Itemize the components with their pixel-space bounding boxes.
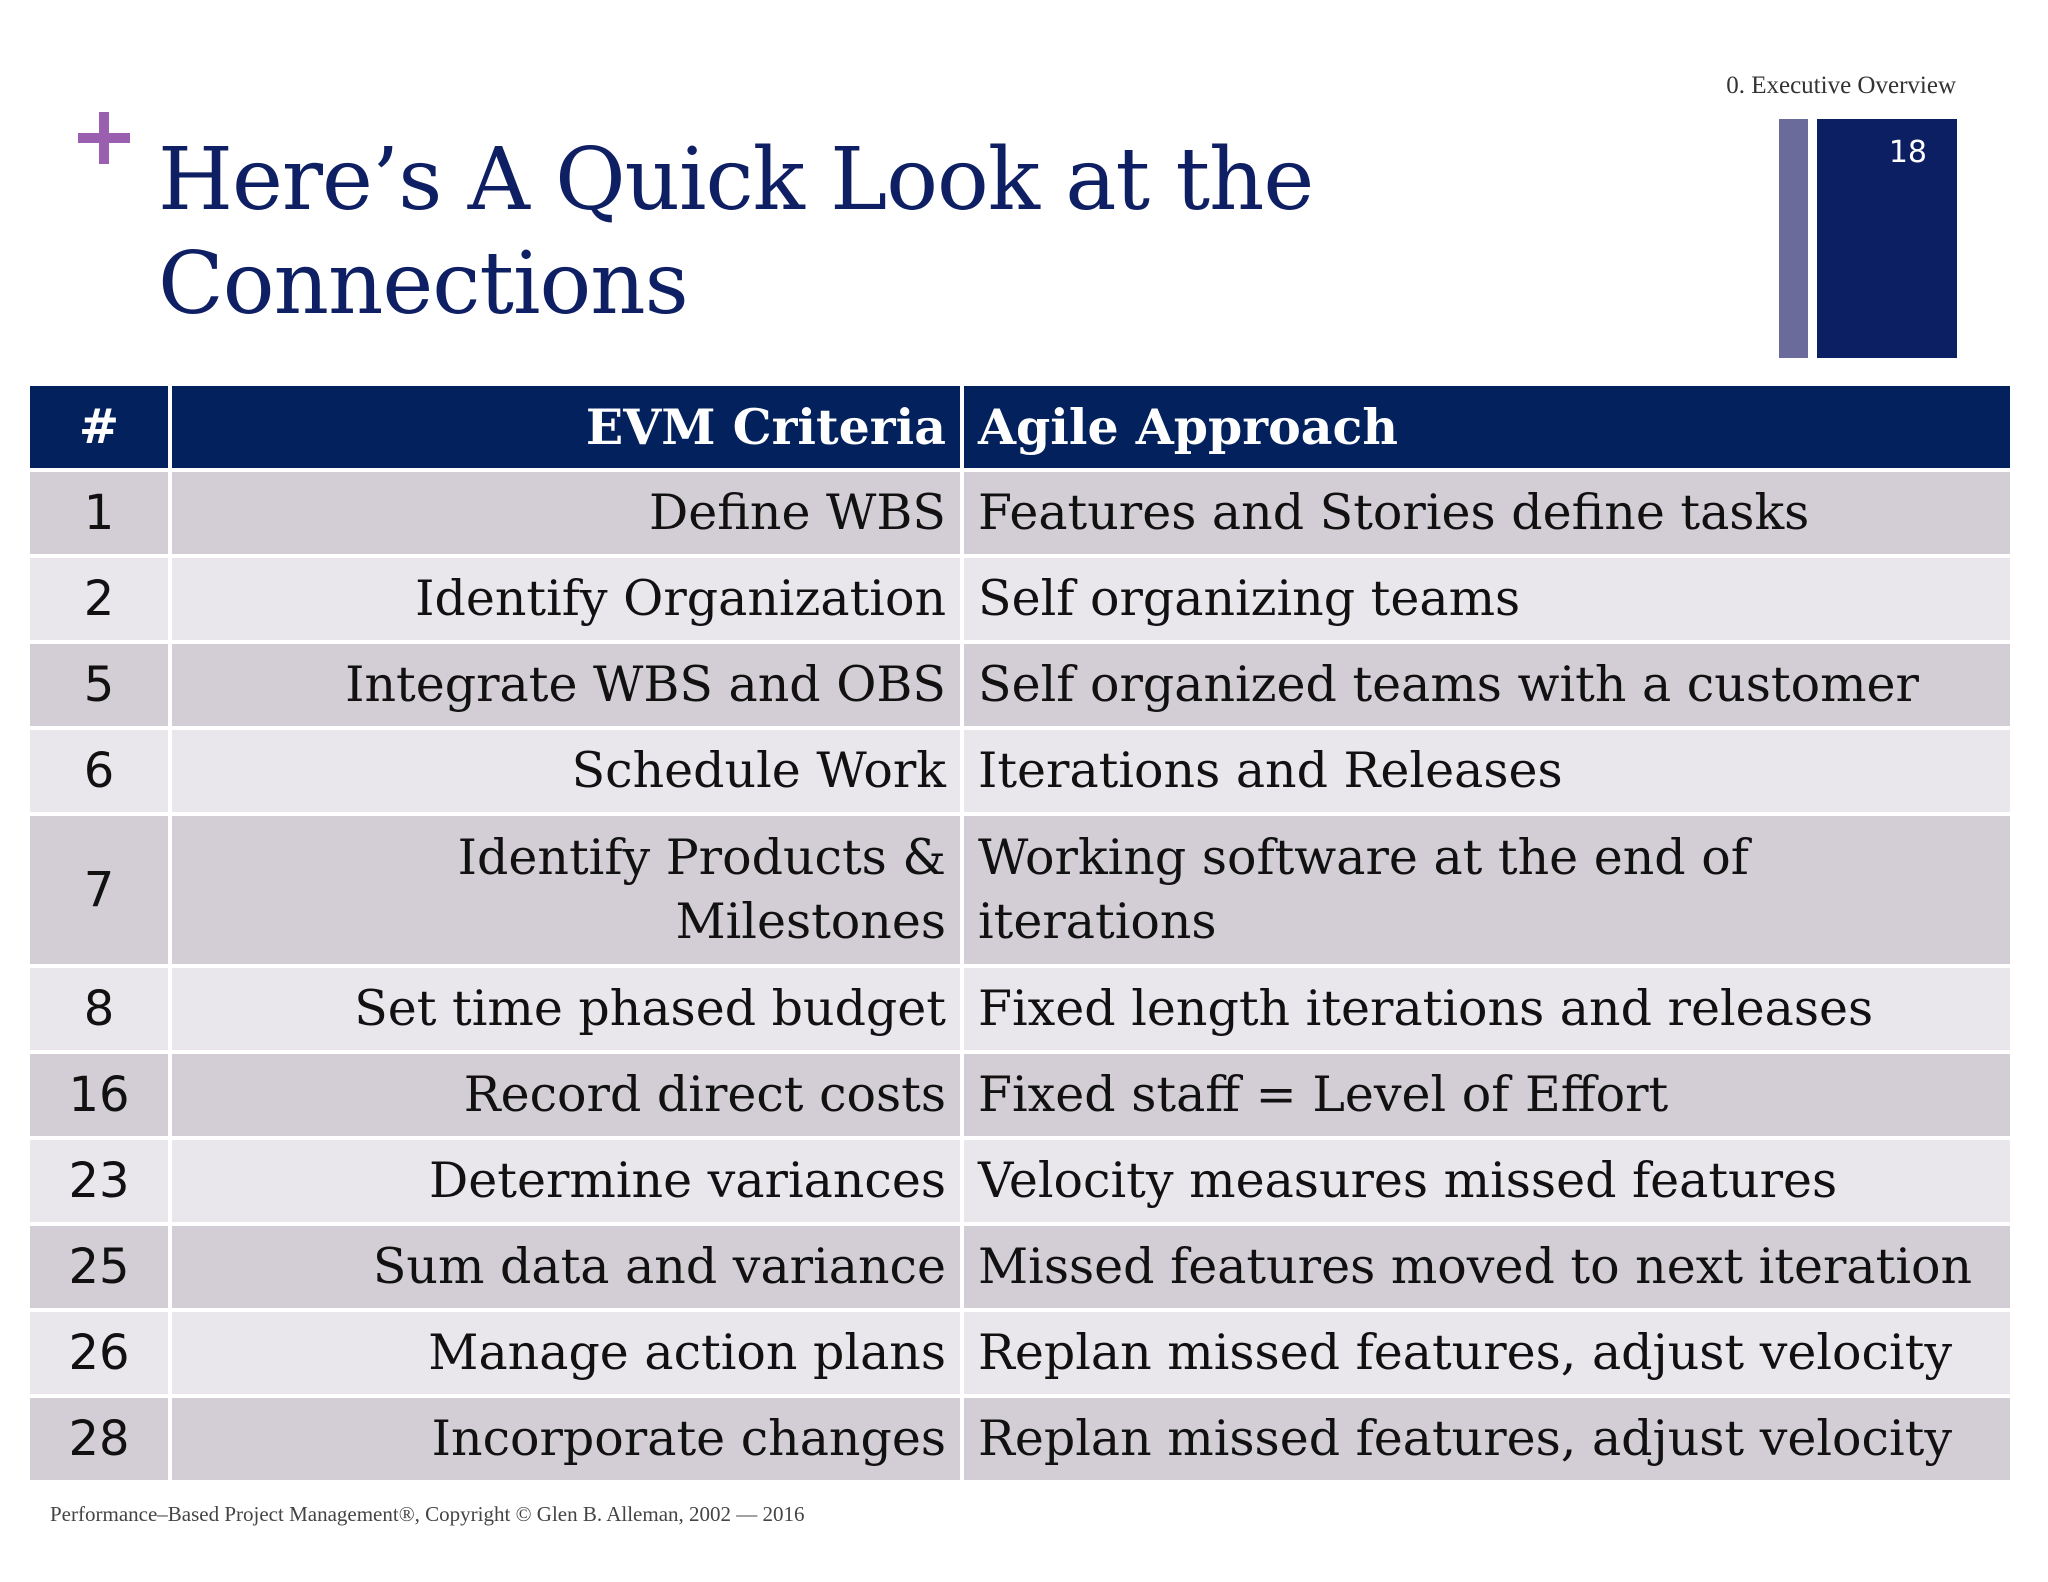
- row-number: 8: [30, 968, 168, 1050]
- row-agile-approach: Features and Stories define tasks: [964, 472, 2010, 554]
- row-number: 2: [30, 558, 168, 640]
- row-number: 7: [30, 816, 168, 964]
- accent-bar-wide: [1817, 119, 1957, 358]
- comparison-table: [26, 382, 2014, 1484]
- row-agile-approach: Working software at the end of iterations: [964, 816, 2010, 964]
- row-evm-criteria: Set time phased budget: [172, 968, 960, 1050]
- table-row: [30, 1140, 2010, 1222]
- row-number: 26: [30, 1312, 168, 1394]
- table-row: [30, 558, 2010, 640]
- accent-bar-thin: [1779, 119, 1808, 358]
- row-agile-approach: Missed features moved to next iteration: [964, 1226, 2010, 1308]
- row-evm-criteria: Identify Products & Milestones: [172, 816, 960, 964]
- page-number: 18: [1888, 135, 1927, 170]
- row-agile-approach: Self organizing teams: [964, 558, 2010, 640]
- row-evm-criteria: Identify Organization: [172, 558, 960, 640]
- row-number: 5: [30, 644, 168, 726]
- table-row: [30, 644, 2010, 726]
- row-number: 16: [30, 1054, 168, 1136]
- header-evm-criteria: EVM Criteria: [172, 386, 960, 468]
- table-row: [30, 1226, 2010, 1308]
- row-agile-approach: Fixed length iterations and releases: [964, 968, 2010, 1050]
- row-number: 1: [30, 472, 168, 554]
- row-agile-approach: Replan missed features, adjust velocity: [964, 1398, 2010, 1480]
- row-agile-approach: Replan missed features, adjust velocity: [964, 1312, 2010, 1394]
- row-evm-criteria: Schedule Work: [172, 730, 960, 812]
- copyright-footer: Performance–Based Project Management®, Copyright © Glen B. Alleman, 2002 — 2016: [50, 1502, 805, 1526]
- row-number: 25: [30, 1226, 168, 1308]
- page-title: Here’s A Quick Look at the Connections: [158, 130, 1314, 334]
- section-label: 0. Executive Overview: [1726, 72, 1956, 99]
- row-agile-approach: Self organized teams with a customer: [964, 644, 2010, 726]
- row-agile-approach: Velocity measures missed features: [964, 1140, 2010, 1222]
- table-row: [30, 472, 2010, 554]
- row-number: 28: [30, 1398, 168, 1480]
- row-evm-criteria: Integrate WBS and OBS: [172, 644, 960, 726]
- table-row: [30, 968, 2010, 1050]
- row-evm-criteria: Manage action plans: [172, 1312, 960, 1394]
- table-row: [30, 1398, 2010, 1480]
- row-evm-criteria: Record direct costs: [172, 1054, 960, 1136]
- row-evm-criteria: Incorporate changes: [172, 1398, 960, 1480]
- row-evm-criteria: Define WBS: [172, 472, 960, 554]
- table-header-row: [30, 386, 2010, 468]
- row-number: 6: [30, 730, 168, 812]
- comparison-table-wrapper: [30, 382, 2018, 1484]
- header-number: #: [30, 386, 168, 468]
- table-row: [30, 1054, 2010, 1136]
- table-row: [30, 1312, 2010, 1394]
- row-evm-criteria: Sum data and variance: [172, 1226, 960, 1308]
- row-agile-approach: Iterations and Releases: [964, 730, 2010, 812]
- header-agile-approach: Agile Approach: [964, 386, 2010, 468]
- row-agile-approach: Fixed staff = Level of Effort: [964, 1054, 2010, 1136]
- row-number: 23: [30, 1140, 168, 1222]
- table-row: [30, 730, 2010, 812]
- table-row: [30, 816, 2010, 964]
- plus-icon: [78, 112, 130, 164]
- row-evm-criteria: Determine variances: [172, 1140, 960, 1222]
